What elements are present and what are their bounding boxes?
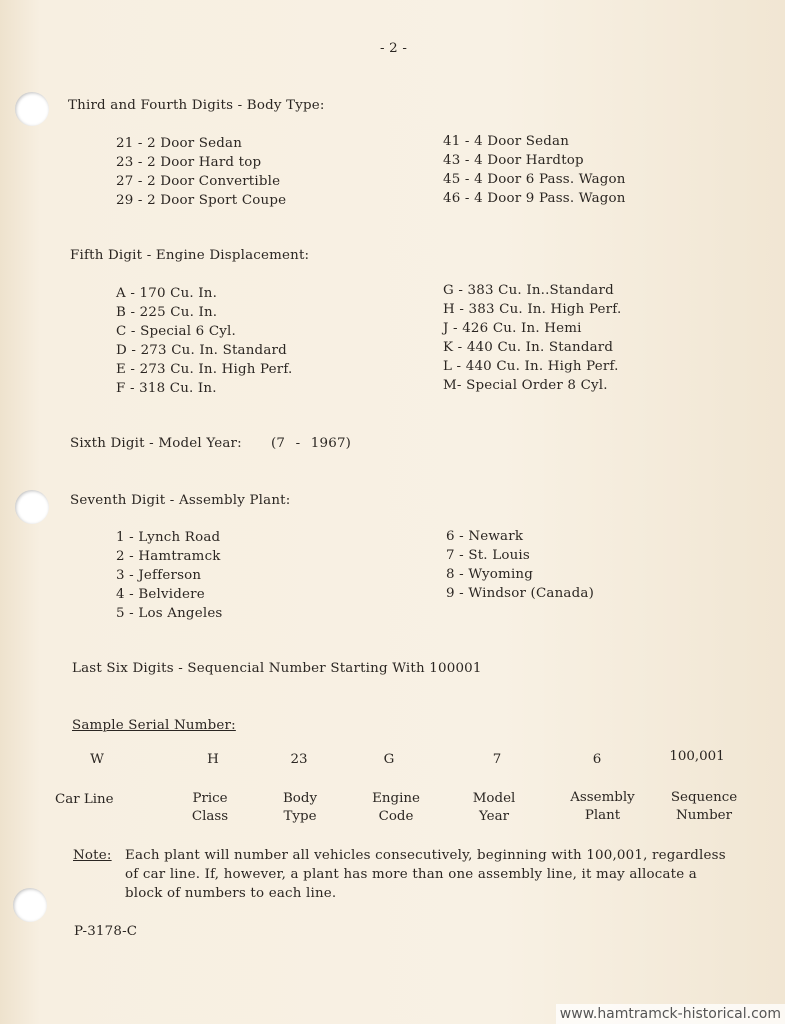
list-item: 23 - 2 Door Hard top xyxy=(116,155,262,170)
list-item: E - 273 Cu. In. High Perf. xyxy=(116,362,293,377)
model-year-heading: Sixth Digit - Model Year: xyxy=(70,436,242,451)
list-item: 29 - 2 Door Sport Coupe xyxy=(116,193,287,208)
list-item: K - 440 Cu. In. Standard xyxy=(443,340,614,355)
note-text: Each plant will number all vehicles consecutively, beginning with 100,001, regardless of car line. If, however, a plant has more than one assembly line, it may allocate a block of numbers to each line. xyxy=(125,848,726,901)
binder-hole-bottom xyxy=(13,888,47,922)
list-item: 5 - Los Angeles xyxy=(116,606,223,621)
list-item: D - 273 Cu. In. Standard xyxy=(116,343,287,358)
list-item: H - 383 Cu. In. High Perf. xyxy=(443,302,622,317)
list-item: 8 - Wyoming xyxy=(446,567,534,582)
list-item: 45 - 4 Door 6 Pass. Wagon xyxy=(443,172,626,187)
form-number: P-3178-C xyxy=(74,924,138,939)
sample-label-body-type: Body Type xyxy=(282,791,318,824)
sample-label-sequence: Sequence Number xyxy=(670,790,738,823)
binder-hole-top xyxy=(15,92,49,126)
model-year-value: (7 - 1967) xyxy=(271,436,352,451)
sample-label-price-class: Price Class xyxy=(191,791,229,824)
list-item: 9 - Windsor (Canada) xyxy=(446,586,594,601)
plant-right-list xyxy=(446,527,594,603)
sample-value-sequence: 100,001 xyxy=(669,749,725,764)
sample-label-assembly-plant: Assembly Plant xyxy=(570,790,635,823)
list-item: M- Special Order 8 Cyl. xyxy=(443,378,608,393)
list-item: 46 - 4 Door 9 Pass. Wagon xyxy=(443,191,626,206)
list-item: F - 318 Cu. In. xyxy=(116,381,217,396)
sample-label-car-line: Car Line xyxy=(55,792,114,807)
sample-value-assembly-plant: 6 xyxy=(592,752,602,767)
sample-label-model-year: Model Year xyxy=(472,791,516,824)
sample-label-engine-code: Engine Code xyxy=(372,791,420,824)
list-item: 43 - 4 Door Hardtop xyxy=(443,153,584,168)
engine-right-list xyxy=(443,281,621,395)
plant-left-list xyxy=(116,528,223,623)
list-item: B - 225 Cu. In. xyxy=(116,305,218,320)
list-item: 4 - Belvidere xyxy=(116,587,205,602)
list-item: C - Special 6 Cyl. xyxy=(116,324,236,339)
sample-value-car-line: W xyxy=(90,752,104,767)
plant-heading: Seventh Digit - Assembly Plant: xyxy=(70,493,291,508)
page-number: - 2 - xyxy=(380,41,408,56)
sample-value-body-type: 23 xyxy=(290,752,308,767)
binder-hole-middle xyxy=(15,490,49,524)
list-item: 21 - 2 Door Sedan xyxy=(116,136,243,151)
sample-value-price-class: H xyxy=(207,752,219,767)
site-watermark: www.hamtramck-historical.com xyxy=(556,1004,785,1024)
sample-value-engine-code: G xyxy=(383,752,395,767)
note-label: Note: xyxy=(73,848,112,863)
body-type-left-list xyxy=(116,134,286,210)
list-item: G - 383 Cu. In..Standard xyxy=(443,283,614,298)
sample-value-model-year: 7 xyxy=(492,752,502,767)
list-item: 27 - 2 Door Convertible xyxy=(116,174,281,189)
list-item: A - 170 Cu. In. xyxy=(116,286,218,301)
body-type-right-list xyxy=(443,132,626,208)
list-item: 2 - Hamtramck xyxy=(116,549,221,564)
engine-heading: Fifth Digit - Engine Displacement: xyxy=(70,248,310,263)
list-item: 1 - Lynch Road xyxy=(116,530,221,545)
sequence-text: Last Six Digits - Sequencial Number Starting With 100001 xyxy=(72,661,482,676)
list-item: 7 - St. Louis xyxy=(446,548,530,563)
list-item: 41 - 4 Door Sedan xyxy=(443,134,570,149)
list-item: 3 - Jefferson xyxy=(116,568,202,583)
body-type-heading: Third and Fourth Digits - Body Type: xyxy=(68,98,325,113)
list-item: 6 - Newark xyxy=(446,529,524,544)
list-item: L - 440 Cu. In. High Perf. xyxy=(443,359,619,374)
sample-heading: Sample Serial Number: xyxy=(72,718,236,733)
list-item: J - 426 Cu. In. Hemi xyxy=(443,321,582,336)
engine-left-list xyxy=(116,284,293,398)
